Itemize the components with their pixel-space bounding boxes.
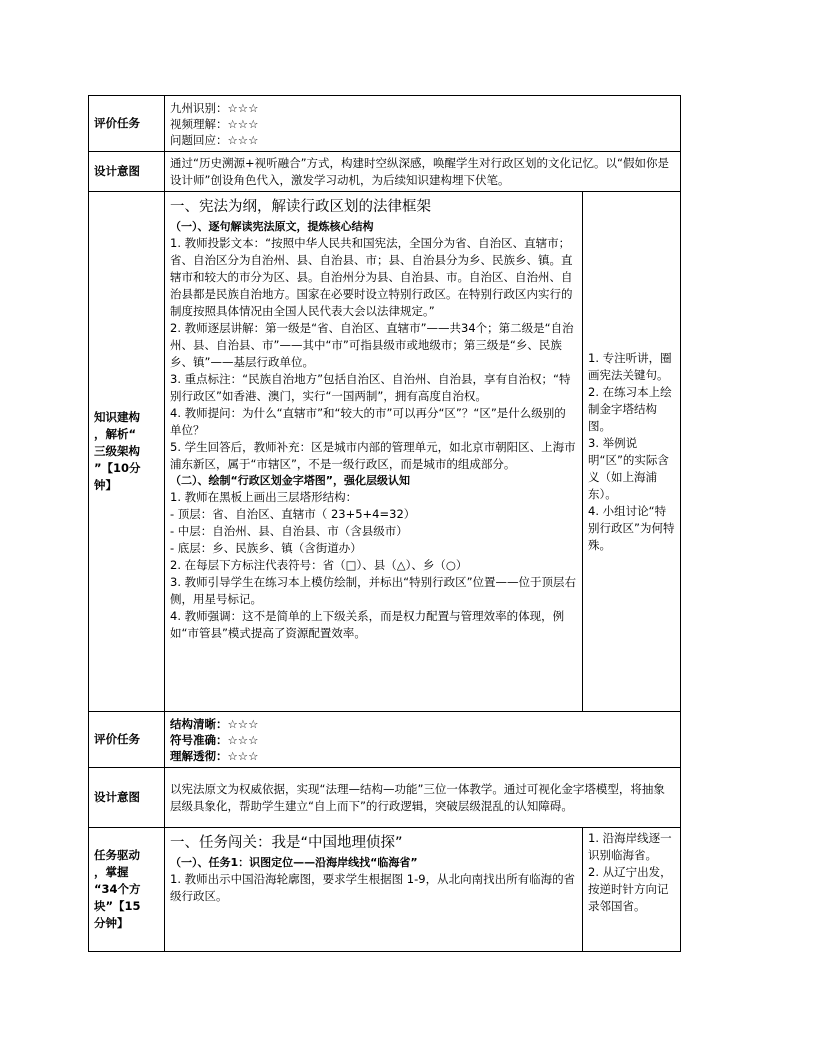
paragraph: 1. 教师投影文本：“按照中华人民共和国宪法，全国分为省、自治区、直辖市；省、自治区分为自治州、县、自治县、市；县、自治县分为乡、民族乡、镇。直辖市和较大的市分为区、县。自治州分为县、自治县、市。自治区、自治州、自治县都是民族自治地方。国家在必要时设立特别行政区。在特别行政区内实行的制度按照具体情况由全国人民代表大会以法律规定。” [170, 236, 573, 318]
student-activity [583, 192, 681, 712]
eval-item: 结构清晰：☆☆☆ [170, 716, 259, 731]
evaluation-content-1 [165, 96, 681, 152]
paragraph: 2. 教师逐层讲解：第一级是“省、自治区、直辖市”——共34个；第二级是“自治州、县、自治县、市”——其中“市”可指县级市或地级市；第三级是“乡、民族乡、镇”——基层行政单位。 [170, 321, 574, 369]
label-line: 块”【15 [94, 899, 141, 913]
design-label-1: 设计意图 [94, 164, 140, 178]
label-line: 钟】 [94, 478, 117, 492]
row-label [89, 96, 165, 152]
design-intent-content-1 [165, 152, 681, 192]
label-line: ，掌握 [94, 865, 129, 879]
paragraph: 4. 教师强调：这不是简单的上下级关系，而是权力配置与管理效率的体现，例如“市管县”模式提高了资源配置效率。 [170, 609, 565, 640]
task-driven-row [89, 828, 681, 952]
paragraph: 1. 教师在黑板上画出三层塔形结构： [170, 490, 358, 504]
evaluation-row-1 [89, 96, 681, 152]
section-heading: 一、任务闯关：我是“中国地理侦探” [170, 835, 403, 851]
paragraph: 1. 教师出示中国沿海轮廓图，要求学生根据图 1-9，从北向南找出所有临海的省级行政区。 [170, 872, 576, 903]
row-label [89, 768, 165, 828]
label-line: 三级架构 [94, 444, 140, 458]
knowledge-building-row [89, 192, 681, 712]
paragraph: 3. 教师引导学生在练习本上模仿绘制，并标出“特别行政区”位置——位于顶层右侧，用星号标记。 [170, 575, 577, 606]
label-line: 分钟】 [94, 916, 129, 930]
eval-item: 九州识别：☆☆☆ [170, 100, 259, 115]
section-heading: 一、宪法为纲，解读行政区划的法律框架 [170, 199, 431, 215]
list-item: - 中层：自治州、县、自治县、市（含县级市） [170, 524, 408, 538]
design-intent-row-2 [89, 768, 681, 828]
subsection-heading: （一）、逐句解读宪法原文，提炼核心结构 [170, 220, 374, 233]
row-label [89, 192, 165, 712]
label-line: ”【10分 [94, 461, 141, 475]
design-intent-content-2 [165, 768, 681, 828]
teacher-activity [165, 192, 583, 712]
subsection-heading: （二）、绘制“行政区划金字塔图”，强化层级认知 [170, 474, 410, 487]
list-item: - 顶层：省、自治区、直辖市（ 23+5+4=32） [170, 507, 416, 521]
row-label [89, 152, 165, 192]
list-item: - 底层：乡、民族乡、镇（含街道办） [170, 541, 362, 555]
label-line: 知识建构 [94, 410, 140, 424]
evaluation-row-2 [89, 712, 681, 768]
paragraph: 2. 在每层下方标注代表符号：省（□）、县（△）、乡（○） [170, 558, 468, 572]
paragraph: 4. 教师提问：为什么“直辖市”和“较大的市”可以再分“区”？“区”是什么级别的单位？ [170, 406, 566, 437]
subsection-heading: （一）、任务1：识图定位——沿海岸线找“临海省” [170, 856, 418, 869]
eval-label-1: 评价任务 [94, 116, 140, 130]
design-label-2: 设计意图 [94, 790, 140, 804]
design-text: 通过“历史溯源+视听融合”方式，构建时空纵深感，唤醒学生对行政区划的文化记忆。以“假如你是设计师”创设角色代入，激发学习动机，为后续知识建构埋下伏笔。 [170, 155, 670, 187]
teacher-activity [165, 828, 583, 952]
paragraph: 3. 重点标注：“民族自治地方”包括自治区、自治州、自治县，享有自治权；“特别行政区”如香港、澳门，实行“一国两制”，拥有高度自治权。 [170, 372, 571, 403]
eval-label-2: 评价任务 [94, 732, 140, 746]
row-label [89, 712, 165, 768]
student-activity [583, 828, 681, 952]
student-item: 1. 沿海岸线逐一识别临海省。 [588, 831, 672, 862]
student-item: 4. 小组讨论“特别行政区”为何特殊。 [588, 503, 675, 552]
student-item: 1. 专注听讲，圈画宪法关键句。 [588, 350, 672, 382]
eval-item: 问题回应：☆☆☆ [170, 132, 259, 147]
row-label [89, 828, 165, 952]
lesson-plan-table [88, 95, 681, 952]
paragraph: 5. 学生回答后，教师补充：区是城市内部的管理单元，如北京市朝阳区、上海市浦东新区，属于“市辖区”，不是一级行政区，而是城市的组成部分。 [170, 440, 576, 471]
design-intent-row-1 [89, 152, 681, 192]
eval-item: 视频理解：☆☆☆ [170, 116, 259, 131]
label-line: 任务驱动 [94, 848, 140, 862]
student-item: 2. 从辽宁出发，按逆时针方向记录邻国省。 [588, 865, 672, 913]
evaluation-content-2 [165, 712, 681, 768]
label-line: ，解析“ [94, 427, 137, 441]
eval-item: 理解透彻：☆☆☆ [170, 748, 259, 763]
student-item: 2. 在练习本上绘制金字塔结构图。 [588, 384, 672, 433]
design-text: 以宪法原文为权威依据，实现“法理—结构—功能”三位一体教学。通过可视化金字塔模型，将抽象层级具象化，帮助学生建立“自上而下”的行政逻辑，突破层级混乱的认知障碍。 [170, 781, 665, 813]
label-line: “34个方 [94, 882, 141, 896]
eval-item: 符号准确：☆☆☆ [170, 732, 259, 747]
student-item: 3. 举例说明“区”的实际含义（如上海浦东）。 [588, 435, 669, 501]
